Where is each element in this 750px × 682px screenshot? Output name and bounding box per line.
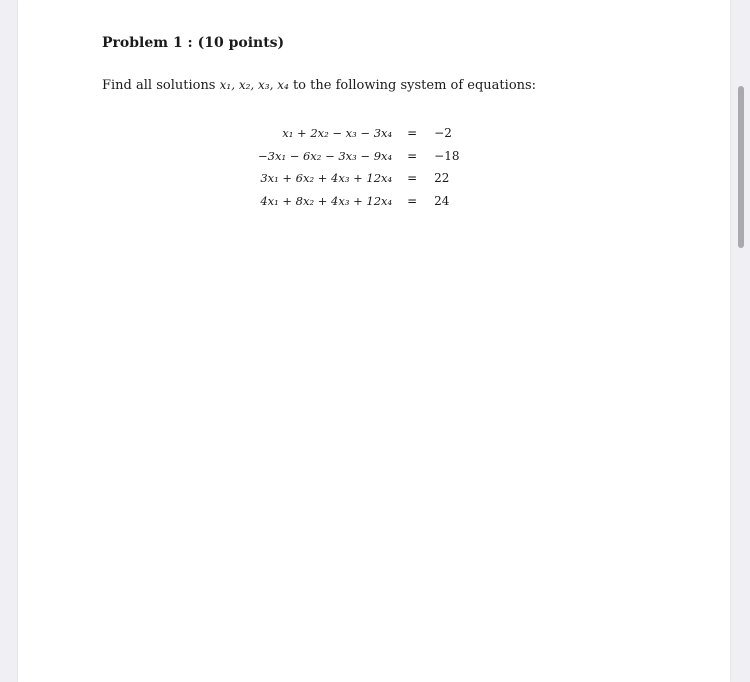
equation-lhs: −3x₁ − 6x₂ − 3x₃ − 9x₄	[258, 148, 393, 163]
problem-heading: Problem 1 : (10 points)	[102, 35, 285, 51]
equation-row	[258, 190, 459, 213]
equation-rhs: −2	[434, 126, 452, 141]
equals-sign: =	[407, 126, 418, 141]
intro-variables: x₁, x₂, x₃, x₄	[219, 78, 289, 92]
document-page	[18, 0, 730, 682]
equals-sign: =	[407, 148, 418, 163]
equation-rhs: −18	[434, 148, 460, 163]
vertical-scrollbar-thumb[interactable]	[738, 86, 744, 248]
equation-row	[258, 167, 459, 190]
equals-sign: =	[407, 171, 418, 186]
equation-lhs: 3x₁ + 6x₂ + 4x₃ + 12x₄	[260, 171, 393, 186]
equation-row	[258, 145, 459, 168]
equation-system	[258, 122, 459, 212]
intro-text-before: Find all solutions	[102, 78, 220, 93]
equation-rhs: 22	[434, 171, 450, 186]
equals-sign: =	[407, 193, 418, 208]
equation-row	[258, 122, 459, 145]
problem-statement	[102, 78, 536, 93]
equation-lhs: x₁ + 2x₂ − x₃ − 3x₄	[282, 126, 393, 141]
equation-rhs: 24	[434, 193, 450, 208]
intro-text-after: to the following system of equations:	[288, 78, 537, 93]
equation-lhs: 4x₁ + 8x₂ + 4x₃ + 12x₄	[260, 193, 393, 208]
